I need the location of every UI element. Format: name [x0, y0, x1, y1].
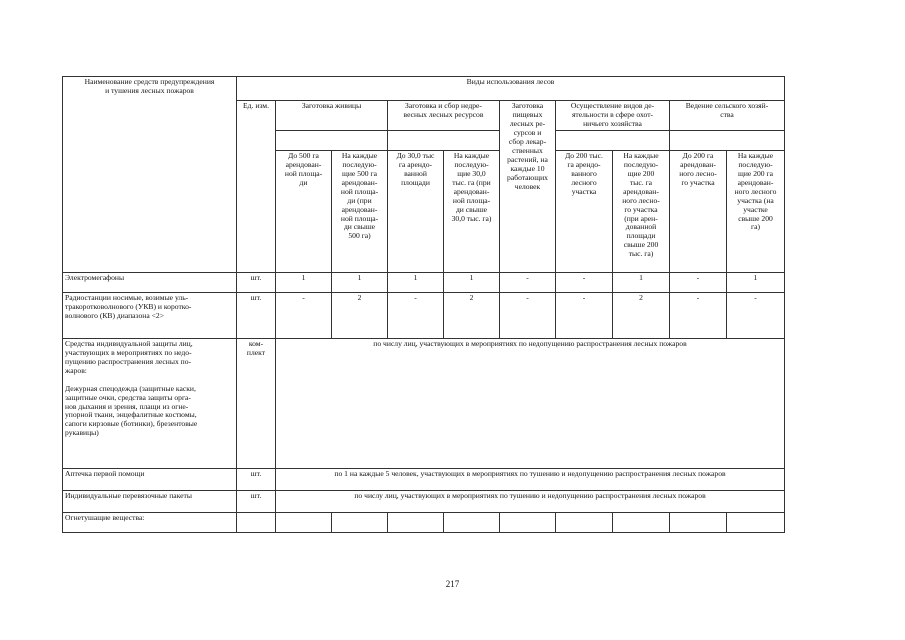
subcol-resin-base: До 500 га арендован- ной площа- ди	[276, 150, 332, 272]
row-name: Электромегафоны	[63, 272, 237, 292]
row-unit: шт.	[237, 490, 276, 512]
subcol-resin-extra: На каждые последую- щие 500 га арендован- ной площа- ди (при арендован- ной площа- ди свыше 500 га)	[332, 150, 388, 272]
row-name: Средства индивидуальной защиты лиц, участвующих в мероприятиях по недо- пущению распространения лесных по- жаров: Дежурная спецодежда (защитные каски, защитные очки, средства защиты орга- нов дыхания и зрения, плащи из огне- упорной ткани, энцефалитные костюмы, сапоги кирзовые (ботинки), брезентовые рукавицы)	[63, 338, 237, 468]
row-name: Индивидуальные перевязочные пакеты	[63, 490, 237, 512]
value-cell	[500, 512, 556, 532]
value-cell	[556, 512, 613, 532]
row-ppe	[63, 338, 785, 468]
value-cell: 2	[332, 292, 388, 338]
value-cell: -	[500, 272, 556, 292]
header-group-hunting: Осуществление видов де- ятельности в сфере охот- ничьего хозяйства	[556, 101, 670, 131]
subcol-agri-base: До 200 га арендован- ного лесно- го участка	[670, 150, 727, 272]
value-cell: -	[276, 292, 332, 338]
value-cell: -	[500, 292, 556, 338]
row-unit: шт.	[237, 292, 276, 338]
row-span-text: по 1 на каждые 5 человек, участвующих в мероприятиях по тушению и недопущению распространения лесных пожаров	[276, 468, 785, 490]
value-cell	[388, 512, 444, 532]
subcol-hunting-base: До 200 тыс. га арендо- ванного лесного участка	[556, 150, 613, 272]
header-group-food: Заготовка пищевых лесных ре- сурсов и сбор лекар- ственных растений, на каждые 10 работающих человек	[500, 101, 556, 273]
value-cell: 1	[444, 272, 500, 292]
row-unit: шт.	[237, 272, 276, 292]
row-dressing	[63, 490, 785, 512]
value-cell: -	[670, 272, 727, 292]
row-first-aid	[63, 468, 785, 490]
row-span-text: по числу лиц, участвующих в мероприятиях по тушению и недопущению распространения лесных пожаров	[276, 490, 785, 512]
subcol-hunting-extra: На каждые последую- щие 200 тыс. га арендован- ного лесно- го участка (при арен- дованной площади свыше 200 тыс. га)	[613, 150, 670, 272]
row-megaphones	[63, 272, 785, 292]
value-cell: -	[556, 272, 613, 292]
header-types-title: Виды использования лесов	[237, 77, 785, 101]
equipment-norms-table	[62, 76, 785, 533]
row-unit	[237, 512, 276, 532]
row-name: Радиостанции носимые, возимые уль- тракоротковолнового (УКВ) и коротко- волнового (КВ) диапазона <2>	[63, 292, 237, 338]
value-cell: -	[670, 292, 727, 338]
value-cell: 1	[332, 272, 388, 292]
value-cell	[332, 512, 388, 532]
value-cell	[727, 512, 785, 532]
value-cell: -	[388, 292, 444, 338]
value-cell	[276, 512, 332, 532]
header-group-nonwood: Заготовка и сбор недре- весных лесных ресурсов	[388, 101, 500, 131]
value-cell	[613, 512, 670, 532]
value-cell: 2	[444, 292, 500, 338]
value-cell: 2	[613, 292, 670, 338]
value-cell: -	[727, 292, 785, 338]
value-cell: 1	[276, 272, 332, 292]
header-row-1	[63, 77, 785, 101]
row-unit: ком- плект	[237, 338, 276, 468]
page-number: 217	[445, 579, 460, 589]
row-name: Огнетушащие вещества:	[63, 512, 237, 532]
subcol-nonwood-extra: На каждые последую- щие 30,0 тыс. га (при арендован- ной площа- ди свыше 30,0 тыс. га)	[444, 150, 500, 272]
value-cell: -	[556, 292, 613, 338]
header-name-cell: Наименование средств предупреждения и тушения лесных пожаров	[63, 77, 237, 273]
row-extinguishing	[63, 512, 785, 532]
subcol-agri-extra: На каждые последую- щие 200 га арендован- ного лесного участка (на участке свыше 200 га)	[727, 150, 785, 272]
value-cell	[444, 512, 500, 532]
row-radio	[63, 292, 785, 338]
value-cell	[670, 512, 727, 532]
header-unit-cell: Ед. изм.	[237, 101, 276, 273]
value-cell: 1	[388, 272, 444, 292]
row-span-text: по числу лиц, участвующих в мероприятиях по недопущению распространения лесных пожаров	[276, 338, 785, 468]
value-cell: 1	[613, 272, 670, 292]
header-group-resin: Заготовка живицы	[276, 101, 388, 131]
value-cell: 1	[727, 272, 785, 292]
row-name: Аптечка первой помощи	[63, 468, 237, 490]
row-unit: шт.	[237, 468, 276, 490]
subcol-nonwood-base: До 30,0 тыс га арендо- ванной площади	[388, 150, 444, 272]
header-group-agriculture: Ведение сельского хозяй- ства	[670, 101, 785, 131]
